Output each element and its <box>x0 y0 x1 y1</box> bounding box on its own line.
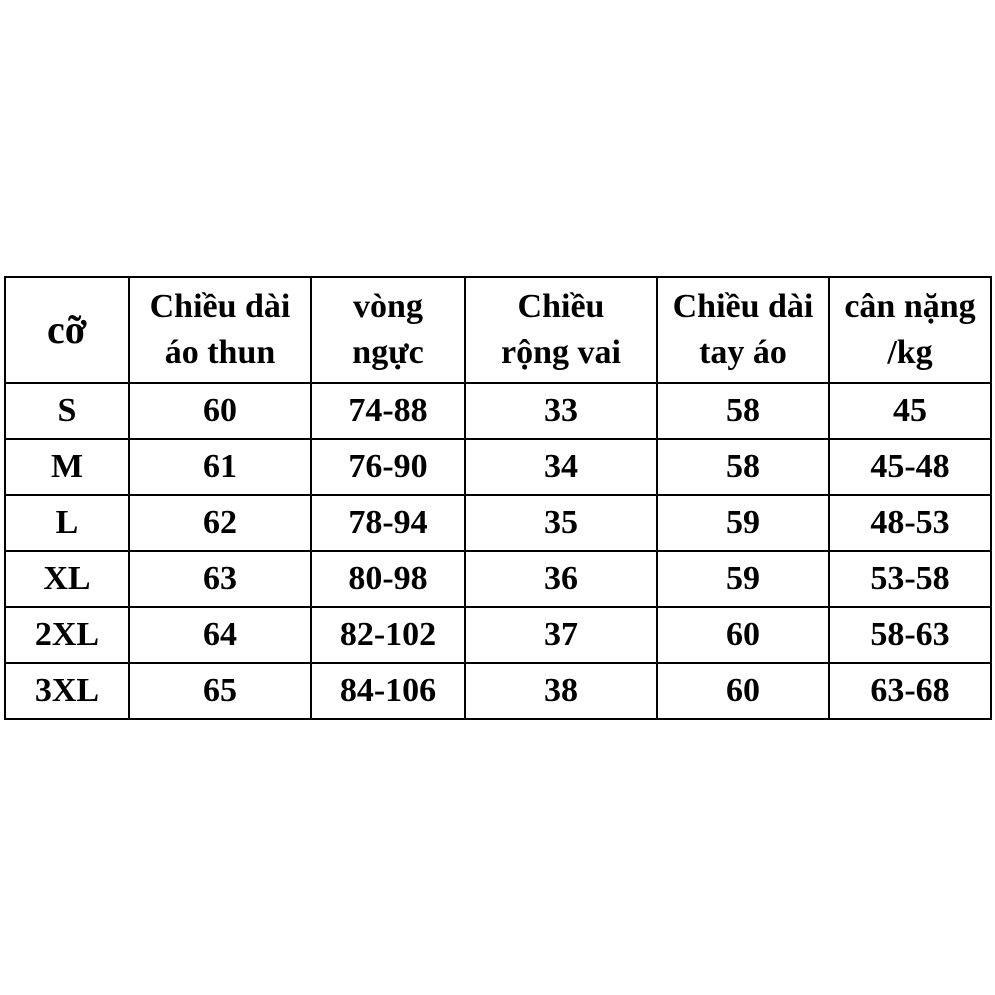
size-chart-table <box>4 276 992 720</box>
cell-sleeve-length: 60 <box>657 663 829 719</box>
cell-weight: 45-48 <box>829 439 991 495</box>
cell-sleeve-length: 58 <box>657 439 829 495</box>
cell-shirt-length: 62 <box>129 495 311 551</box>
table-row <box>5 383 991 439</box>
table-header <box>5 277 991 383</box>
cell-chest: 74-88 <box>311 383 465 439</box>
table-row <box>5 663 991 719</box>
cell-chest: 82-102 <box>311 607 465 663</box>
cell-shirt-length: 65 <box>129 663 311 719</box>
header-size: cỡ <box>5 277 129 383</box>
cell-shoulder-width: 34 <box>465 439 657 495</box>
header-chest: vòng ngực <box>311 277 465 383</box>
cell-sleeve-length: 59 <box>657 495 829 551</box>
cell-size: 2XL <box>5 607 129 663</box>
cell-chest: 78-94 <box>311 495 465 551</box>
cell-size: XL <box>5 551 129 607</box>
cell-weight: 45 <box>829 383 991 439</box>
cell-shoulder-width: 37 <box>465 607 657 663</box>
cell-shirt-length: 61 <box>129 439 311 495</box>
cell-size: 3XL <box>5 663 129 719</box>
table-row <box>5 439 991 495</box>
cell-size: S <box>5 383 129 439</box>
table-row <box>5 495 991 551</box>
cell-weight: 53-58 <box>829 551 991 607</box>
table-row <box>5 551 991 607</box>
header-shoulder-width: Chiều rộng vai <box>465 277 657 383</box>
cell-sleeve-length: 59 <box>657 551 829 607</box>
table-row <box>5 607 991 663</box>
cell-shoulder-width: 36 <box>465 551 657 607</box>
cell-shoulder-width: 38 <box>465 663 657 719</box>
cell-shoulder-width: 33 <box>465 383 657 439</box>
header-sleeve-length: Chiều dài tay áo <box>657 277 829 383</box>
cell-shoulder-width: 35 <box>465 495 657 551</box>
cell-chest: 76-90 <box>311 439 465 495</box>
cell-size: L <box>5 495 129 551</box>
header-row <box>5 277 991 383</box>
cell-chest: 84-106 <box>311 663 465 719</box>
cell-shirt-length: 63 <box>129 551 311 607</box>
cell-shirt-length: 60 <box>129 383 311 439</box>
cell-weight: 58-63 <box>829 607 991 663</box>
cell-weight: 48-53 <box>829 495 991 551</box>
table-body <box>5 383 991 719</box>
header-weight: cân nặng /kg <box>829 277 991 383</box>
cell-chest: 80-98 <box>311 551 465 607</box>
cell-shirt-length: 64 <box>129 607 311 663</box>
cell-sleeve-length: 60 <box>657 607 829 663</box>
header-shirt-length: Chiều dài áo thun <box>129 277 311 383</box>
cell-size: M <box>5 439 129 495</box>
cell-weight: 63-68 <box>829 663 991 719</box>
cell-sleeve-length: 58 <box>657 383 829 439</box>
